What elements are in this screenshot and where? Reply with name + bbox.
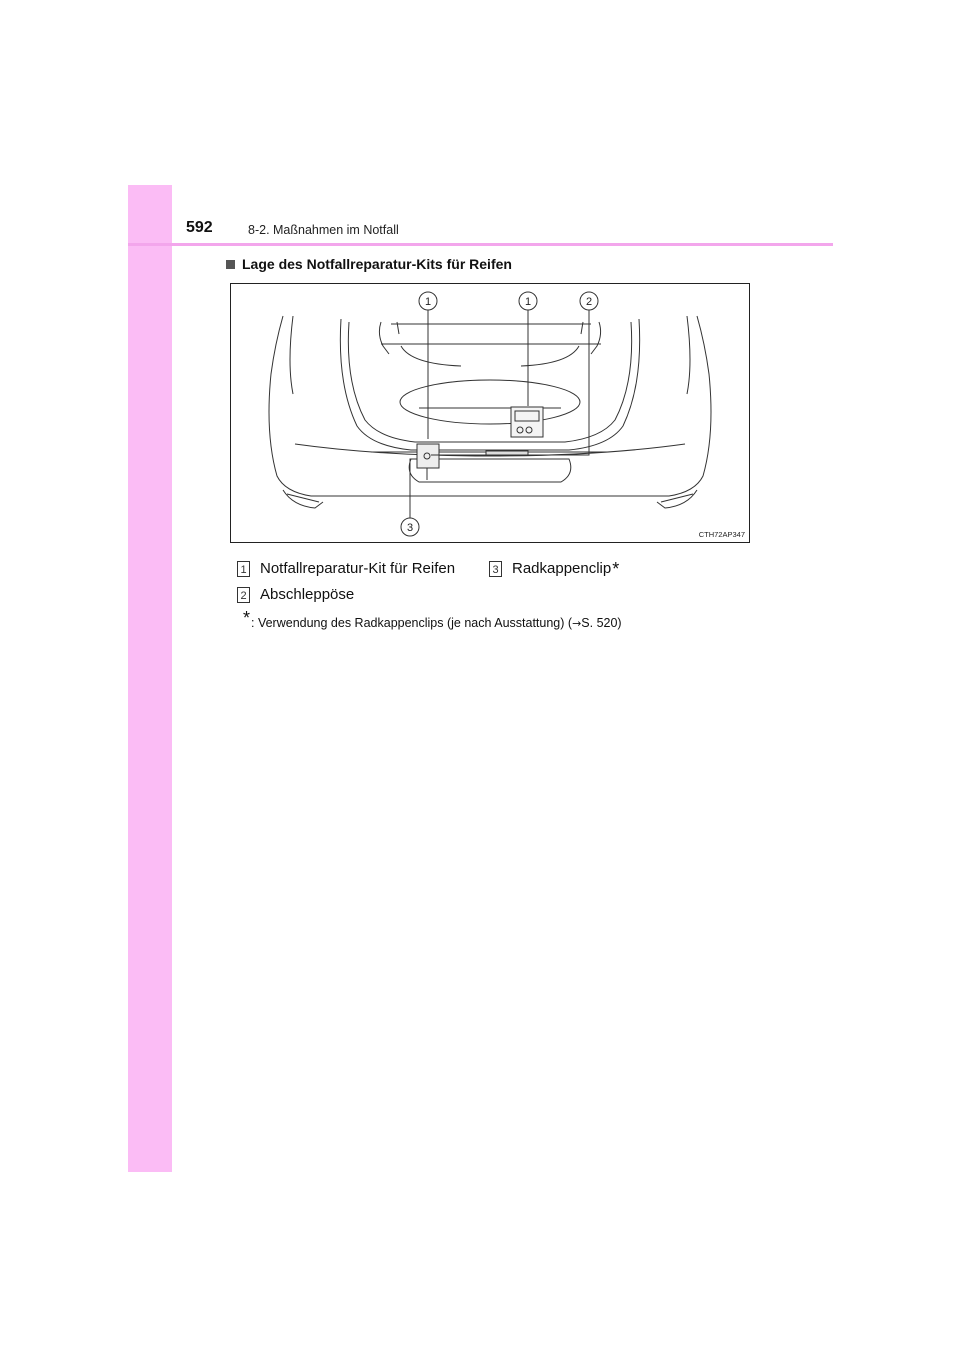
footnote-text-after: S. 520)	[581, 616, 622, 630]
legend-item-hubcap-clip: 3 Radkappenclip *	[489, 560, 619, 577]
side-color-strip	[128, 185, 172, 1172]
trunk-illustration	[230, 283, 750, 543]
header-rule	[128, 243, 833, 246]
callout-3: 3	[406, 522, 414, 534]
callout-1a: 1	[424, 296, 432, 308]
legend-item-repair-kit	[237, 560, 455, 577]
legend-text: Abschleppöse	[260, 586, 355, 603]
legend-text: Radkappenclip	[512, 560, 612, 577]
footnote-text-before: : Verwendung des Radkappenclips (je nach Ausstattung) (	[251, 616, 573, 630]
page-number: 592	[186, 219, 213, 236]
callout-1b: 1	[524, 296, 532, 308]
footnote-star: *	[243, 608, 251, 628]
footnote	[243, 608, 622, 632]
legend-item-tow-eye	[237, 586, 354, 603]
legend-text: Notfallreparatur-Kit für Reifen	[260, 560, 456, 577]
callout-2: 2	[585, 296, 593, 308]
arrow-right-icon: →	[572, 617, 582, 630]
figure-code: CTH72AP347	[698, 530, 745, 539]
section-title: 8-2. Maßnahmen im Notfall	[248, 223, 399, 237]
square-bullet-icon	[226, 260, 235, 269]
number-box-icon: 3	[489, 561, 502, 577]
number-box-icon: 2	[237, 587, 250, 603]
heading-text: Lage des Notfallreparatur-Kits für Reifen	[242, 256, 512, 272]
section-heading	[226, 256, 512, 272]
number-box-icon: 1	[237, 561, 250, 577]
car-rear-drawing	[231, 284, 749, 542]
